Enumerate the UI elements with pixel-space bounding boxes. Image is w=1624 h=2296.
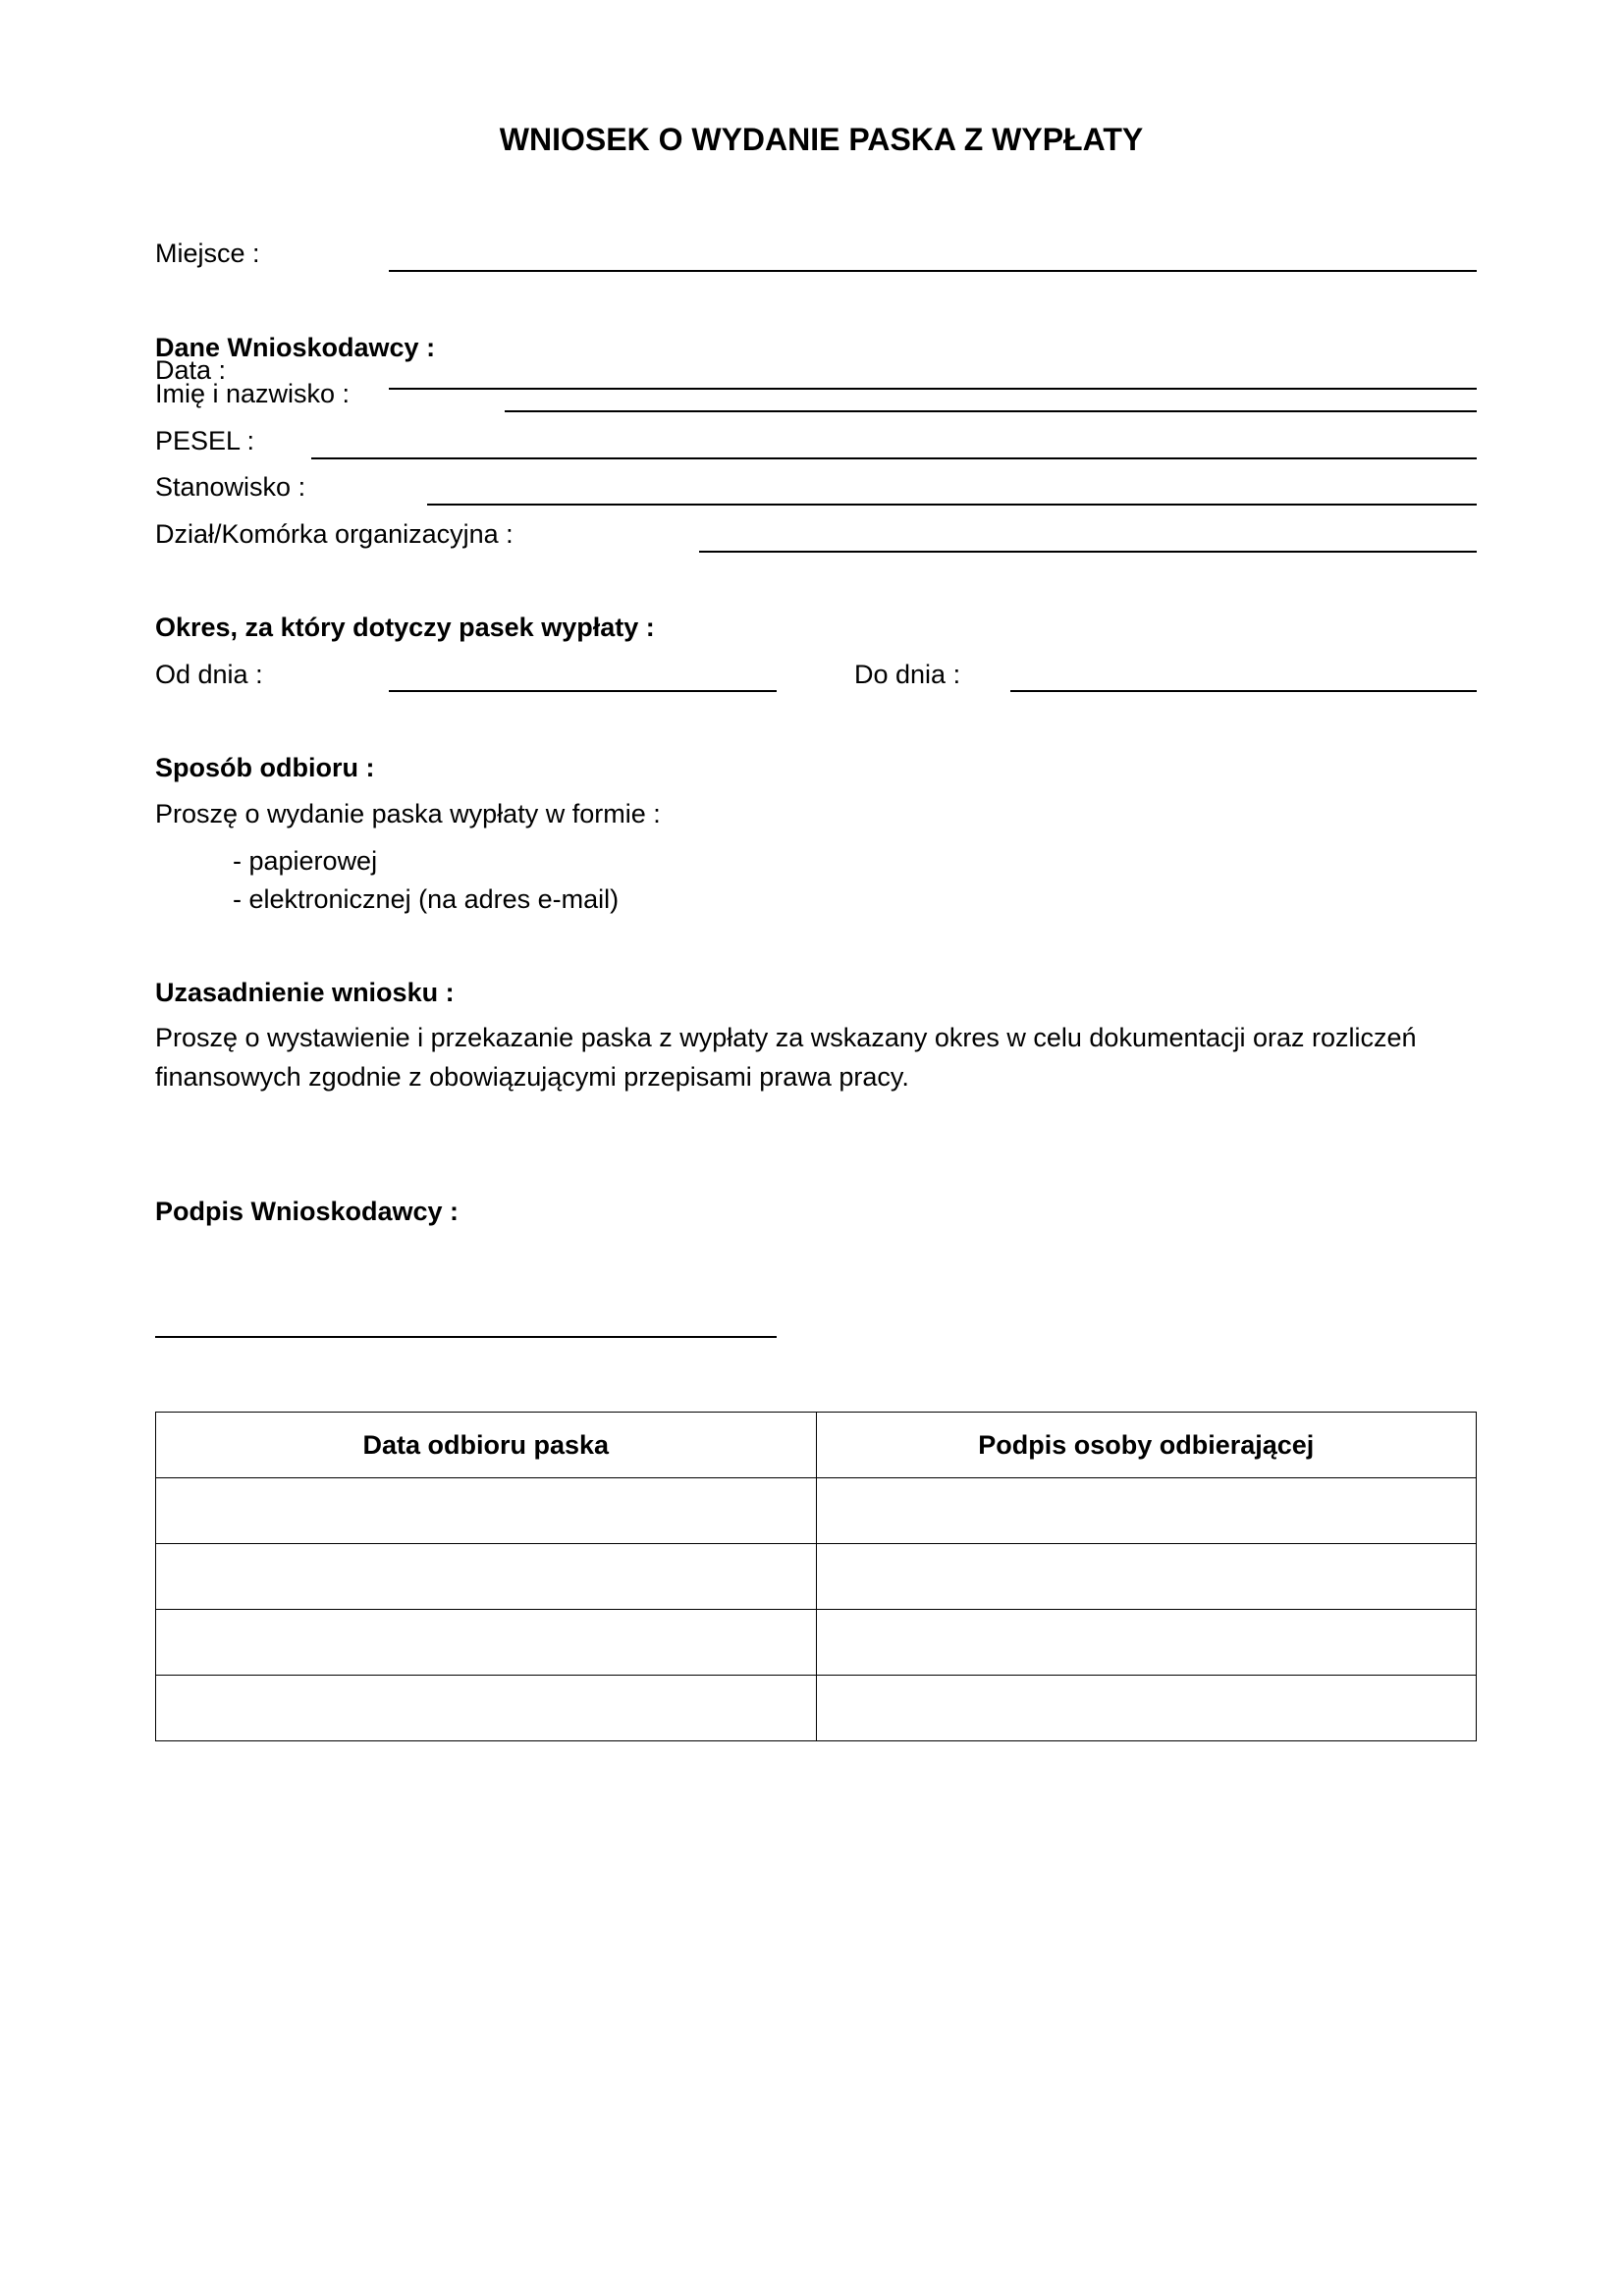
place-label: Miejsce : bbox=[155, 239, 260, 268]
delivery-option-paper: - papierowej bbox=[233, 846, 378, 876]
from-date-field-line[interactable] bbox=[389, 690, 777, 692]
name-label: Imię i nazwisko : bbox=[155, 379, 351, 408]
table-header-row bbox=[156, 1413, 1477, 1478]
pesel-field-line[interactable] bbox=[311, 457, 1477, 459]
recipient-signature-cell[interactable] bbox=[816, 1478, 1477, 1544]
column-header-receipt-date: Data odbioru paska bbox=[156, 1413, 817, 1478]
date-label: Data : bbox=[155, 355, 227, 385]
column-header-recipient-signature: Podpis osoby odbierającej bbox=[816, 1413, 1477, 1478]
signature-heading: Podpis Wnioskodawcy : bbox=[155, 1197, 460, 1226]
applicant-heading: Dane Wnioskodawcy : bbox=[155, 333, 436, 362]
pesel-label: PESEL : bbox=[155, 426, 255, 455]
justification-text: Proszę o wystawienie i przekazanie paska z wypłaty za wskazany okres w celu dokumentacji oraz rozliczeń finansowych zgodnie z obowiązującymi przepisami prawa pracy. bbox=[155, 1023, 1417, 1092]
position-label: Stanowisko : bbox=[155, 472, 306, 502]
to-date-field-line[interactable] bbox=[1010, 690, 1477, 692]
from-date-label: Od dnia : bbox=[155, 660, 263, 689]
recipient-signature-cell[interactable] bbox=[816, 1544, 1477, 1610]
department-field-line[interactable] bbox=[699, 551, 1477, 553]
recipient-signature-cell[interactable] bbox=[816, 1610, 1477, 1676]
table-row bbox=[156, 1610, 1477, 1676]
recipient-signature-cell[interactable] bbox=[816, 1676, 1477, 1741]
delivery-intro: Proszę o wydanie paska wypłaty w formie : bbox=[155, 799, 661, 828]
table-row bbox=[156, 1478, 1477, 1544]
to-date-label: Do dnia : bbox=[854, 660, 961, 689]
table-row bbox=[156, 1544, 1477, 1610]
receipt-date-cell[interactable] bbox=[156, 1478, 817, 1544]
receipt-date-cell[interactable] bbox=[156, 1610, 817, 1676]
page-title: WNIOSEK O WYDANIE PASKA Z WYPŁATY bbox=[499, 122, 1144, 157]
delivery-heading: Sposób odbioru : bbox=[155, 753, 375, 782]
position-field-line[interactable] bbox=[427, 504, 1477, 506]
receipt-date-cell[interactable] bbox=[156, 1676, 817, 1741]
department-label: Dział/Komórka organizacyjna : bbox=[155, 519, 514, 549]
table-row bbox=[156, 1676, 1477, 1741]
place-field-line[interactable] bbox=[389, 270, 1477, 272]
receipt-date-cell[interactable] bbox=[156, 1544, 817, 1610]
date-field-line[interactable] bbox=[389, 388, 1477, 390]
delivery-option-electronic: - elektronicznej (na adres e-mail) bbox=[233, 884, 620, 914]
period-heading: Okres, za który dotyczy pasek wypłaty : bbox=[155, 613, 655, 642]
receipt-table bbox=[155, 1412, 1477, 1741]
name-field-line[interactable] bbox=[505, 410, 1477, 412]
signature-line[interactable] bbox=[155, 1336, 777, 1338]
justification-heading: Uzasadnienie wniosku : bbox=[155, 978, 455, 1007]
